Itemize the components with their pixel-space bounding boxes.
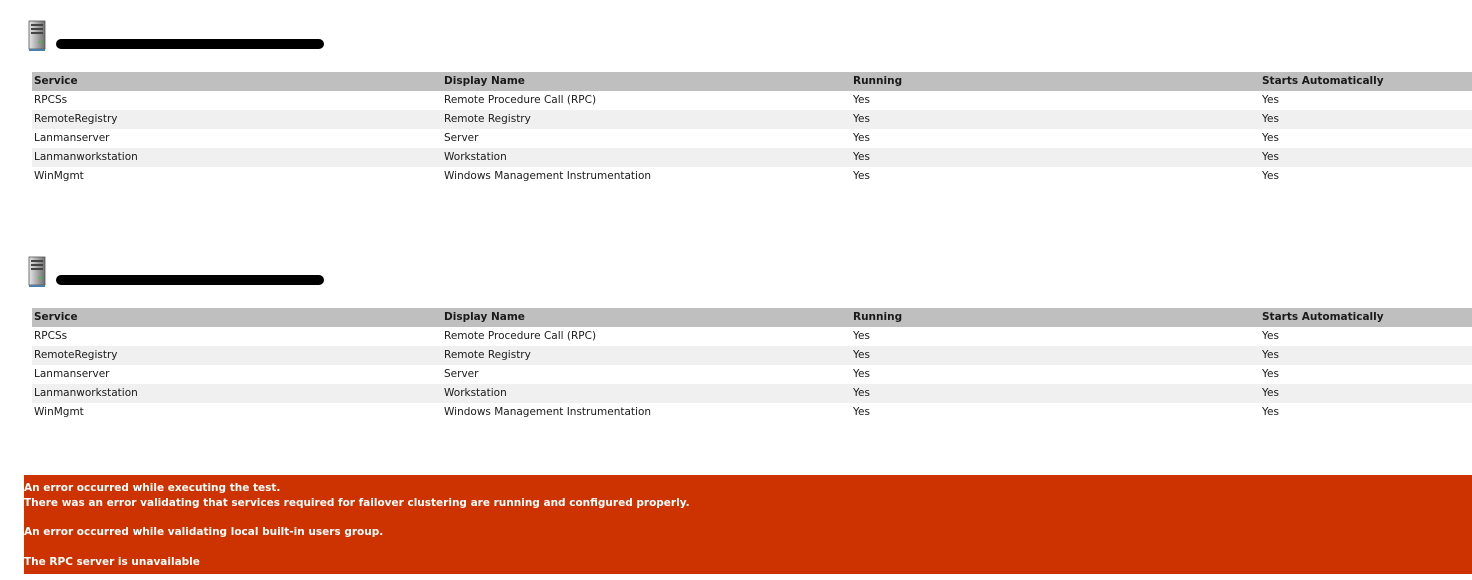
cell-display-name: Workstation bbox=[442, 384, 851, 403]
cell-running: Yes bbox=[851, 384, 1260, 403]
cell-starts-automatically: Yes bbox=[1260, 110, 1472, 129]
table-row bbox=[32, 110, 1472, 129]
table-row bbox=[32, 91, 1472, 110]
cell-running: Yes bbox=[853, 132, 870, 144]
table-header-row bbox=[32, 72, 1472, 91]
table-row bbox=[32, 403, 1472, 422]
cell-service: RemoteRegistry bbox=[32, 346, 442, 365]
cell-starts-automatically: Yes bbox=[1262, 330, 1279, 342]
table-row bbox=[32, 327, 1472, 346]
cell-service: Lanmanworkstation bbox=[32, 148, 442, 167]
error-message-line: There was an error validating that services required for failover clustering are running and configured properly. bbox=[24, 497, 690, 509]
error-message-line: An error occurred while validating local built-in users group. bbox=[24, 526, 384, 538]
cell-service: RPCSs bbox=[34, 330, 68, 342]
cell-starts-automatically: Yes bbox=[1260, 346, 1472, 365]
cell-service: RemoteRegistry bbox=[32, 110, 442, 129]
table-row bbox=[32, 384, 1472, 403]
cell-service: Lanmanserver bbox=[34, 132, 110, 144]
column-header-service: Service bbox=[32, 72, 442, 91]
table-row bbox=[32, 167, 1472, 186]
cell-running: Yes bbox=[853, 368, 870, 380]
table-row bbox=[32, 365, 1472, 384]
cell-running: Yes bbox=[851, 110, 1260, 129]
column-header-running: Running bbox=[851, 72, 1260, 91]
cell-display-name: Windows Management Instrumentation bbox=[444, 406, 652, 418]
cell-display-name: Remote Procedure Call (RPC) bbox=[444, 330, 597, 342]
cell-running: Yes bbox=[853, 170, 870, 182]
cell-display-name: Server bbox=[444, 368, 479, 380]
table-row bbox=[32, 148, 1472, 167]
cell-service: Lanmanworkstation bbox=[32, 384, 442, 403]
column-header-service: Service bbox=[32, 308, 442, 327]
cell-running: Yes bbox=[853, 94, 870, 106]
column-header-display-name: Display Name bbox=[442, 72, 851, 91]
cell-running: Yes bbox=[851, 346, 1260, 365]
cell-display-name: Server bbox=[444, 132, 479, 144]
cell-starts-automatically: Yes bbox=[1262, 368, 1279, 380]
cell-display-name: Remote Registry bbox=[442, 346, 851, 365]
cell-starts-automatically: Yes bbox=[1262, 94, 1279, 106]
column-header-starts-automatically: Starts Automatically bbox=[1260, 308, 1472, 327]
cell-display-name: Workstation bbox=[442, 148, 851, 167]
table-row bbox=[32, 346, 1472, 365]
services-table bbox=[32, 72, 1472, 186]
column-header-running: Running bbox=[851, 308, 1260, 327]
column-header-starts-automatically: Starts Automatically bbox=[1260, 72, 1472, 91]
table-row bbox=[32, 129, 1472, 148]
cell-service: RPCSs bbox=[34, 94, 68, 106]
server-name-redacted bbox=[56, 39, 324, 49]
server-icon bbox=[26, 256, 48, 288]
cell-display-name: Windows Management Instrumentation bbox=[444, 170, 652, 182]
server-header bbox=[26, 20, 346, 54]
error-message-line: The RPC server is unavailable bbox=[24, 556, 200, 568]
column-header-display-name: Display Name bbox=[442, 308, 851, 327]
server-name-redacted bbox=[56, 275, 324, 285]
cell-display-name: Remote Procedure Call (RPC) bbox=[444, 94, 597, 106]
cell-starts-automatically: Yes bbox=[1262, 406, 1279, 418]
server-icon bbox=[26, 20, 48, 52]
cell-starts-automatically: Yes bbox=[1260, 148, 1472, 167]
services-table bbox=[32, 308, 1472, 422]
server-header bbox=[26, 256, 346, 290]
cell-display-name: Remote Registry bbox=[442, 110, 851, 129]
cell-service: Lanmanserver bbox=[34, 368, 110, 380]
cell-starts-automatically: Yes bbox=[1262, 132, 1279, 144]
cell-service: WinMgmt bbox=[34, 170, 84, 182]
error-panel bbox=[24, 475, 1472, 574]
cell-running: Yes bbox=[851, 148, 1260, 167]
error-message-line: An error occurred while executing the test. bbox=[24, 482, 281, 494]
cell-starts-automatically: Yes bbox=[1260, 384, 1472, 403]
table-header-row bbox=[32, 308, 1472, 327]
cell-running: Yes bbox=[853, 406, 870, 418]
cell-running: Yes bbox=[853, 330, 870, 342]
cell-service: WinMgmt bbox=[34, 406, 84, 418]
cell-starts-automatically: Yes bbox=[1262, 170, 1279, 182]
